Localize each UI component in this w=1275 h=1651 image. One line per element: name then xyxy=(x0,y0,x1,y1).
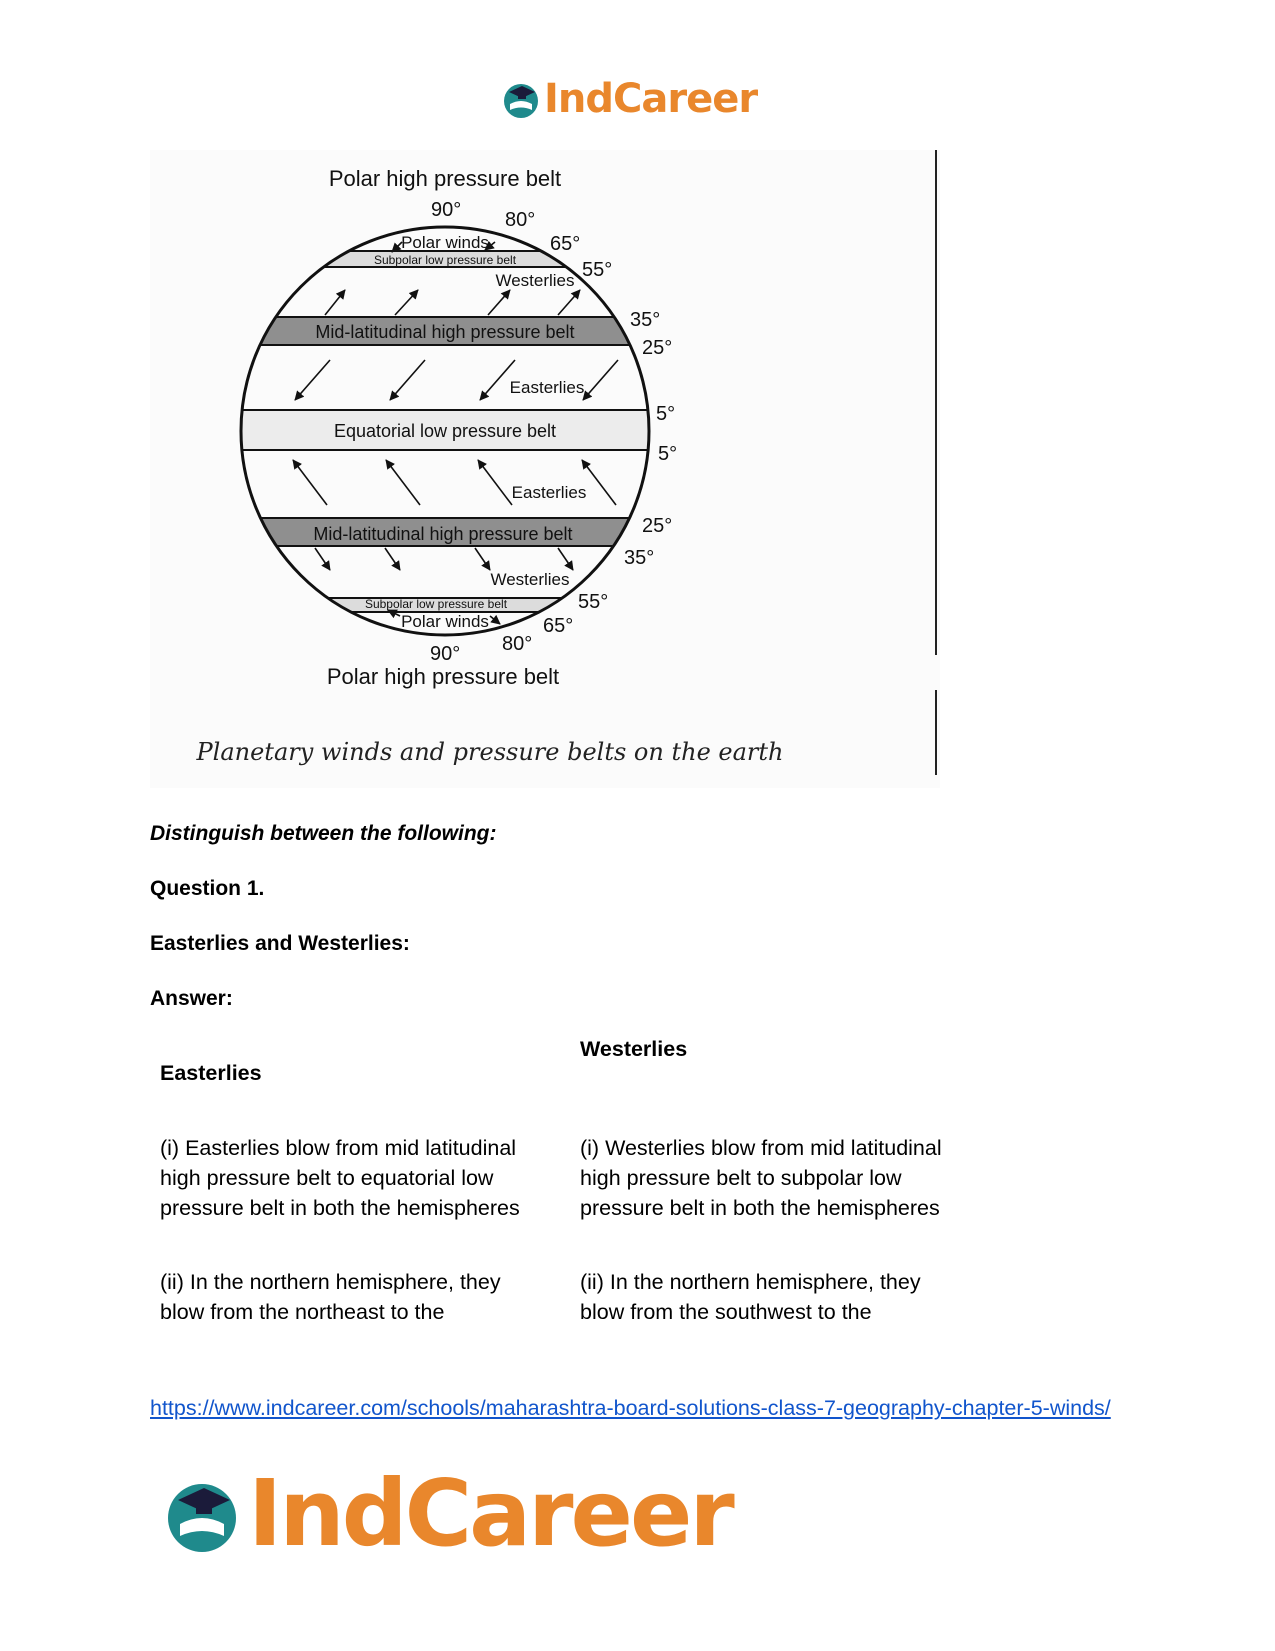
figure-caption: Planetary winds and pressure belts on the earth xyxy=(196,738,784,766)
label-polar-bottom: Polar high pressure belt xyxy=(326,664,560,689)
question-number: Question 1. xyxy=(150,877,265,900)
answer-label: Answer: xyxy=(150,987,233,1010)
label-westerlies-top: Westerlies xyxy=(495,271,575,290)
degree-5-bottom: 5° xyxy=(658,443,678,465)
degree-90-top: 90° xyxy=(431,199,462,221)
question-title: Easterlies and Westerlies: xyxy=(150,932,410,955)
label-equatorial: Equatorial low pressure belt xyxy=(333,421,557,441)
degree-80-bottom: 80° xyxy=(502,633,533,655)
degree-5-top: 5° xyxy=(656,403,676,425)
label-easterlies-bottom: Easterlies xyxy=(511,483,587,502)
degree-35-bottom: 35° xyxy=(624,547,655,569)
label-midlat-bottom: Mid-latitudinal high pressure belt xyxy=(313,524,573,544)
header-logo xyxy=(500,78,757,120)
degree-65-top: 65° xyxy=(550,233,581,255)
label-polar-winds-top: Polar winds xyxy=(401,233,489,252)
table-header-easterlies: Easterlies xyxy=(160,1061,262,1085)
degree-90-bottom: 90° xyxy=(430,643,461,665)
label-westerlies-bottom: Westerlies xyxy=(490,570,570,589)
footer-logo xyxy=(160,1460,732,1567)
source-link[interactable]: https://www.indcareer.com/schools/maharashtra-board-solutions-class-7-geography-chapter-5-winds/ xyxy=(150,1396,1111,1420)
degree-65-bottom: 65° xyxy=(543,615,574,637)
label-subpolar-bottom: Subpolar low pressure belt xyxy=(364,597,508,611)
table-cell: (ii) In the northern hemisphere, they blow from the northeast to the xyxy=(160,1270,501,1324)
table-header-westerlies: Westerlies xyxy=(580,1037,688,1061)
table-cell: (i) Easterlies blow from mid latitudinal high pressure belt to equatorial low pressure belt in both the hemispheres xyxy=(160,1136,520,1220)
table-cell: (ii) In the northern hemisphere, they blow from the southwest to the xyxy=(580,1270,921,1324)
degree-25-top: 25° xyxy=(642,337,673,359)
pressure-belts-figure xyxy=(150,150,940,788)
graduation-cap-globe-icon xyxy=(160,1472,244,1556)
table-cell: (i) Westerlies blow from mid latitudinal high pressure belt to subpolar low pressure belt in both the hemispheres xyxy=(580,1136,942,1220)
degree-55-top: 55° xyxy=(582,259,613,281)
degree-35-top: 35° xyxy=(630,309,661,331)
graduation-cap-globe-icon xyxy=(500,78,542,120)
brand-name: IndCareer xyxy=(544,76,758,122)
degree-80-top: 80° xyxy=(505,209,536,231)
degree-25-bottom: 25° xyxy=(642,515,673,537)
label-subpolar-top: Subpolar low pressure belt xyxy=(373,253,517,267)
label-polar-top: Polar high pressure belt xyxy=(328,166,562,191)
scan-edge-line xyxy=(935,690,937,775)
label-easterlies-top: Easterlies xyxy=(509,378,585,397)
degree-55-bottom: 55° xyxy=(578,591,609,613)
scan-edge-line xyxy=(935,150,937,655)
section-heading: Distinguish between the following: xyxy=(150,822,497,845)
label-polar-winds-bottom: Polar winds xyxy=(401,612,489,631)
label-midlat-top: Mid-latitudinal high pressure belt xyxy=(315,322,575,342)
brand-name: IndCareer xyxy=(248,1460,732,1567)
